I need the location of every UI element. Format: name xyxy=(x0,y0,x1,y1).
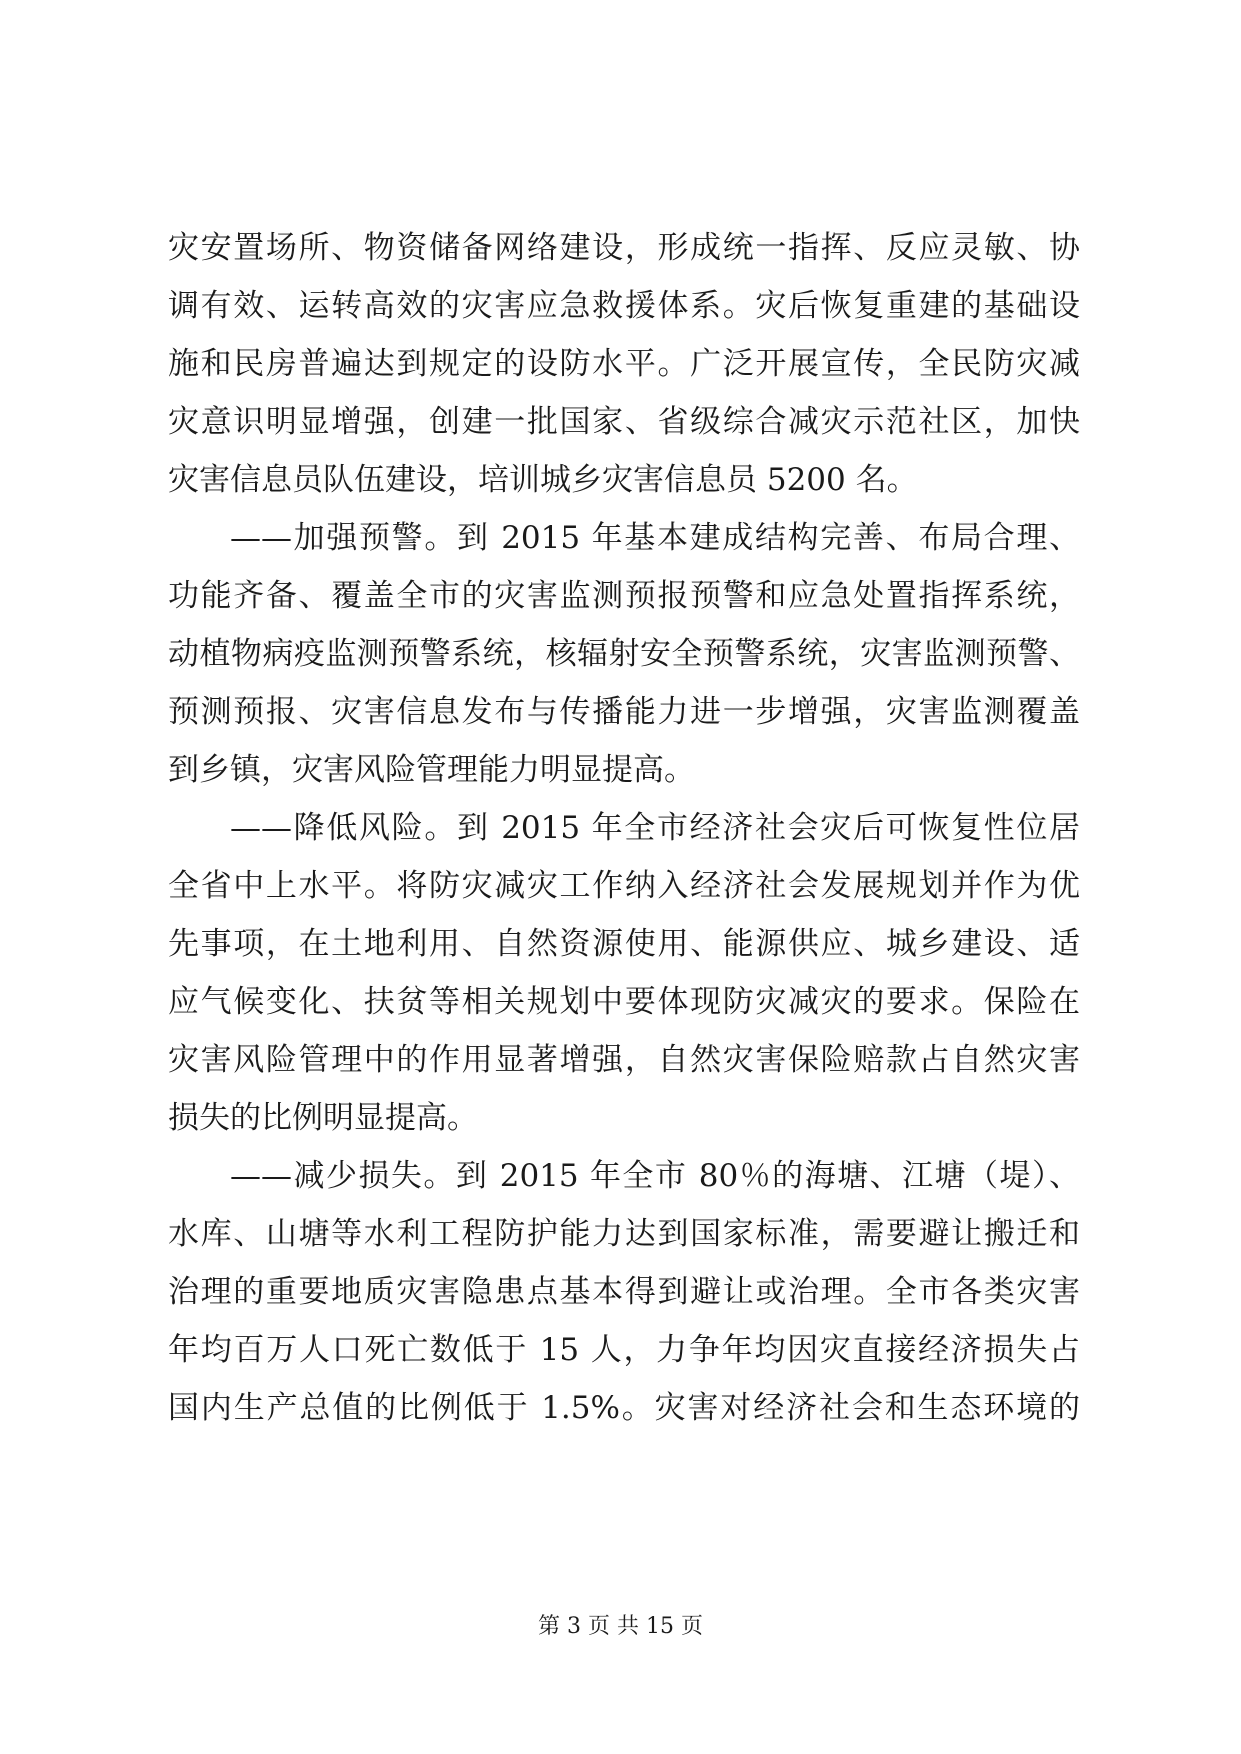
text-line-17: ——减少损失。到 2015 年全市 80％的海塘、江塘（堤）、 xyxy=(230,1158,1080,1194)
text-line-13: 先事项，在土地利用、自然资源使用、能源供应、城乡建设、适 xyxy=(168,926,1080,962)
text-line-9: 预测预报、灾害信息发布与传播能力进一步增强，灾害监测覆盖 xyxy=(168,694,1080,730)
text-line-8: 动植物病疫监测预警系统，核辐射安全预警系统，灾害监测预警、 xyxy=(168,636,1080,672)
text-line-15: 灾害风险管理中的作用显著增强，自然灾害保险赔款占自然灾害 xyxy=(168,1042,1080,1078)
page-number: 第 3 页 共 15 页 xyxy=(538,1614,703,1639)
text-line-3: 施和民房普遍达到规定的设防水平。广泛开展宣传，全民防灾减 xyxy=(168,346,1080,382)
text-line-6: ——加强预警。到 2015 年基本建成结构完善、布局合理、 xyxy=(230,520,1080,556)
text-line-18: 水库、山塘等水利工程防护能力达到国家标准，需要避让搬迁和 xyxy=(168,1216,1080,1252)
text-line-14: 应气候变化、扶贫等相关规划中要体现防灾减灾的要求。保险在 xyxy=(168,984,1080,1020)
text-line-20: 年均百万人口死亡数低于 15 人，力争年均因灾直接经济损失占 xyxy=(168,1332,1080,1368)
text-line-10: 到乡镇，灾害风险管理能力明显提高。 xyxy=(168,752,695,788)
text-line-2: 调有效、运转高效的灾害应急救援体系。灾后恢复重建的基础设 xyxy=(168,288,1080,324)
page-footer xyxy=(0,1612,1241,1642)
text-line-7: 功能齐备、覆盖全市的灾害监测预报预警和应急处置指挥系统， xyxy=(168,578,1080,614)
text-line-16: 损失的比例明显提高。 xyxy=(168,1100,478,1136)
text-line-19: 治理的重要地质灾害隐患点基本得到避让或治理。全市各类灾害 xyxy=(168,1274,1080,1310)
text-line-21: 国内生产总值的比例低于 1.5%。灾害对经济社会和生态环境的 xyxy=(168,1390,1080,1426)
text-line-4: 灾意识明显增强，创建一批国家、省级综合减灾示范社区，加快 xyxy=(168,404,1080,440)
text-line-12: 全省中上水平。将防灾减灾工作纳入经济社会发展规划并作为优 xyxy=(168,868,1080,904)
text-line-1: 灾安置场所、物资储备网络建设，形成统一指挥、反应灵敏、协 xyxy=(168,230,1080,266)
text-line-5: 灾害信息员队伍建设，培训城乡灾害信息员 5200 名。 xyxy=(168,462,918,498)
text-line-11: ——降低风险。到 2015 年全市经济社会灾后可恢复性位居 xyxy=(230,810,1080,846)
